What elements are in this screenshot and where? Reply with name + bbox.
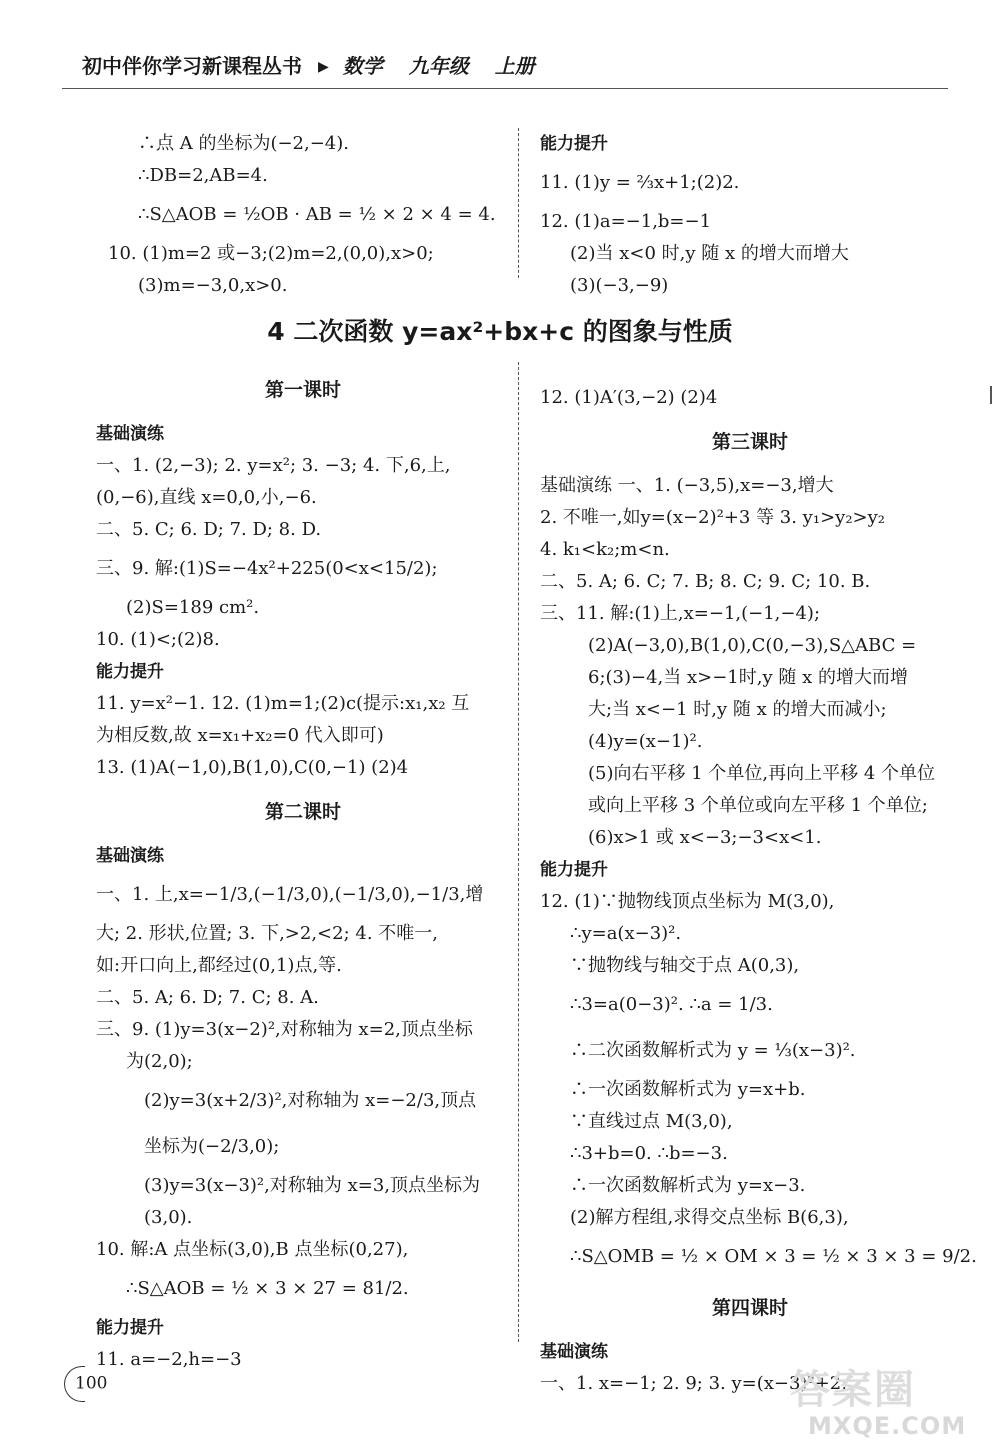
- section-label: 能力提升: [540, 134, 608, 154]
- text-line: 13. (1)A(−1,0),B(1,0),C(0,−1) (2)4: [96, 757, 409, 778]
- section-label: 基础演练: [96, 846, 164, 866]
- top-left-column: [108, 128, 508, 302]
- section-label: 能力提升: [540, 860, 608, 880]
- text-line: 大;当 x<−1 时,y 随 x 的增大而减小;: [588, 699, 887, 720]
- text-line: (5)向右平移 1 个单位,再向上平移 4 个单位: [588, 763, 936, 784]
- text-line: 12. (1)∵抛物线顶点坐标为 M(3,0),: [540, 891, 835, 912]
- section-label: 基础演练: [540, 1342, 608, 1362]
- text-line: (2)y=3(x+2/3)²,对称轴为 x=−2/3,顶点: [144, 1090, 477, 1111]
- text-line: ∴S△OMB = ½ × OM × 3 = ½ × 3 × 3 = 9/2.: [570, 1246, 977, 1267]
- margin-mark: [990, 386, 992, 404]
- text-line: 二、5. C; 6. D; 7. D; 8. D.: [96, 519, 322, 540]
- lesson-heading: 第三课时: [711, 431, 788, 453]
- text-line: 二、5. A; 6. C; 7. B; 8. C; 9. C; 10. B.: [540, 571, 871, 592]
- page-number: [64, 1366, 107, 1402]
- watermark-logo: 答案圈: [790, 1367, 916, 1413]
- text-line: 三、9. 解:(1)S=−4x²+225(0<x<15/2);: [96, 558, 438, 579]
- text-line: ∴3=a(0−3)². ∴a = 1/3.: [570, 994, 773, 1015]
- series-name: 初中伴你学习新课程丛书: [82, 54, 302, 78]
- section-label: 基础演练: [96, 424, 164, 444]
- column-divider-main: [518, 362, 519, 1342]
- text-line: (3,0).: [144, 1207, 193, 1228]
- text-line: (2)当 x<0 时,y 随 x 的增大而增大: [570, 243, 849, 264]
- text-line: ∴一次函数解析式为 y=x+b.: [570, 1079, 806, 1100]
- top-right-column: [540, 128, 960, 302]
- text-line: 为相反数,故 x=x₁+x₂=0 代入即可): [96, 725, 384, 746]
- text-line: (3)(−3,−9): [570, 275, 669, 296]
- text-line: 10. (1)<;(2)8.: [96, 629, 220, 650]
- text-line: 如:开口向上,都经过(0,1)点,等.: [96, 955, 342, 976]
- text-line: (3)m=−3,0,x>0.: [138, 275, 288, 296]
- text-line: ∴y=a(x−3)².: [570, 923, 682, 944]
- column-divider-top: [518, 128, 519, 278]
- text-line: 二、5. A; 6. D; 7. C; 8. A.: [96, 987, 319, 1008]
- text-line: (4)y=(x−1)².: [588, 731, 703, 752]
- text-line: 12. (1)a=−1,b=−1: [540, 211, 712, 232]
- text-line: 10. 解:A 点坐标(3,0),B 点坐标(0,27),: [96, 1239, 409, 1260]
- text-line: 10. (1)m=2 或−3;(2)m=2,(0,0),x>0;: [108, 243, 434, 264]
- text-line: 2. 不唯一,如y=(x−2)²+3 等 3. y₁>y₂>y₂: [540, 507, 886, 528]
- text-line: (3)y=3(x−3)²,对称轴为 x=3,顶点坐标为: [144, 1175, 480, 1196]
- text-line: (2)A(−3,0),B(1,0),C(0,−3),S△ABC =: [588, 635, 917, 656]
- text-line: 为(2,0);: [126, 1051, 193, 1072]
- right-column: [540, 382, 977, 1400]
- text-line: ∴点 A 的坐标为(−2,−4).: [138, 133, 349, 154]
- text-line: (2)解方程组,求得交点坐标 B(6,3),: [570, 1207, 849, 1228]
- section-title: 4 二次函数 y=ax²+bx+c 的图象与性质: [267, 317, 733, 346]
- arrow-icon: ▶: [318, 59, 329, 75]
- section-label: 能力提升: [96, 1318, 164, 1338]
- lesson-heading: 第四课时: [711, 1297, 788, 1319]
- text-line: 一、1. 上,x=−1/3,(−1/3,0),(−1/3,0),−1/3,增: [96, 884, 484, 905]
- text-line: 三、9. (1)y=3(x−2)²,对称轴为 x=2,顶点坐标: [96, 1019, 473, 1040]
- lesson-heading: 第一课时: [264, 379, 341, 401]
- text-line: 一、1. (2,−3); 2. y=x²; 3. −3; 4. 下,6,上,: [96, 455, 451, 476]
- text-line: ∴3+b=0. ∴b=−3.: [570, 1143, 728, 1164]
- text-line: 三、11. 解:(1)上,x=−1,(−1,−4);: [540, 603, 821, 624]
- text-line: (2)S=189 cm².: [126, 597, 260, 618]
- grade: 九年级: [408, 54, 469, 78]
- text-line: 基础演练 一、1. (−3,5),x=−3,增大: [540, 475, 834, 496]
- text-line: ∴S△AOB = ½OB · AB = ½ × 2 × 4 = 4.: [138, 204, 496, 225]
- text-line: ∴二次函数解析式为 y = ⅓(x−3)².: [570, 1040, 856, 1061]
- text-line: ∵抛物线与轴交于点 A(0,3),: [570, 955, 800, 976]
- left-column: [96, 362, 510, 1376]
- section-label: 能力提升: [96, 662, 164, 682]
- text-line: 11. a=−2,h=−3: [96, 1349, 242, 1370]
- text-line: 6;(3)−4,当 x>−1时,y 随 x 的增大而增: [588, 667, 908, 688]
- page-number-text: 100: [75, 1373, 108, 1394]
- text-line: ∴S△AOB = ½ × 3 × 27 = 81/2.: [126, 1278, 409, 1299]
- text-line: 或向上平移 3 个单位或向左平移 1 个单位;: [588, 795, 928, 816]
- text-line: ∵直线过点 M(3,0),: [570, 1111, 733, 1132]
- lesson-heading: 第二课时: [264, 801, 341, 823]
- text-line: 4. k₁<k₂;m<n.: [540, 539, 670, 560]
- text-line: 11. y=x²−1. 12. (1)m=1;(2)c(提示:x₁,x₂ 互: [96, 693, 470, 714]
- text-line: ∴DB=2,AB=4.: [138, 165, 268, 186]
- header-rule: [62, 88, 948, 89]
- text-line: 12. (1)A′(3,−2) (2)4: [540, 387, 718, 408]
- volume: 上册: [494, 54, 535, 78]
- text-line: (6)x>1 或 x<−3;−3<x<1.: [588, 827, 822, 848]
- page-header: [82, 50, 561, 79]
- watermark-site: MXQE.COM: [808, 1412, 967, 1440]
- text-line: 一、1. x=−1; 2. 9; 3. y=(x−3)²+2;: [540, 1373, 848, 1394]
- text-line: (0,−6),直线 x=0,0,小,−6.: [96, 487, 317, 508]
- text-line: 11. (1)y = ⅔x+1;(2)2.: [540, 172, 740, 193]
- text-line: ∴一次函数解析式为 y=x−3.: [570, 1175, 806, 1196]
- subject: 数学: [342, 54, 383, 78]
- text-line: 坐标为(−2/3,0);: [144, 1136, 280, 1157]
- text-line: 大; 2. 形状,位置; 3. 下,>2,<2; 4. 不唯一,: [96, 923, 438, 944]
